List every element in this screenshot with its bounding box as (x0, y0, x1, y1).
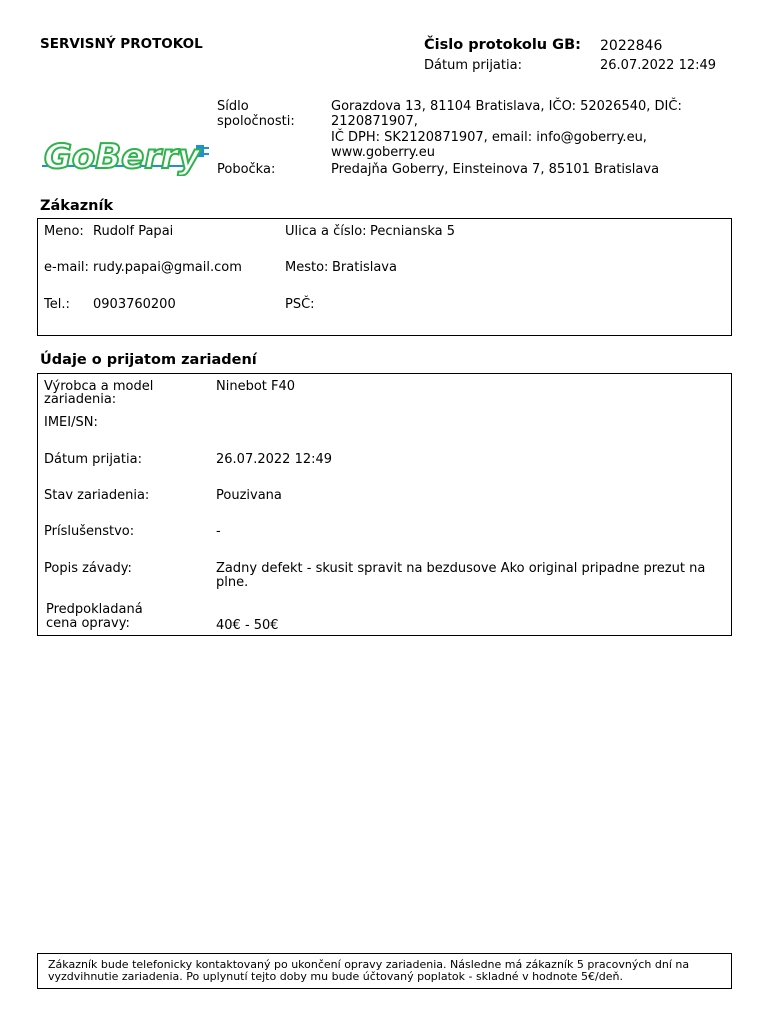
customer-section-title: Zákazník (40, 198, 114, 214)
document-title: SERVISNÝ PROTOKOL (40, 36, 203, 52)
device-fault-value-line2: plne. (216, 575, 249, 590)
device-state-value: Pouzivana (216, 488, 282, 503)
seat-label-line2: spoločnosti: (217, 114, 295, 129)
device-accessories-value: - (216, 524, 221, 539)
customer-street-label: Ulica a číslo: (285, 224, 367, 239)
footer-note-line1: Zákazník bude telefonicky kontaktovaný po ukončení opravy zariadenia. Následne má zákazník 5 pracovných dní na (48, 958, 690, 971)
protocol-number-value: 2022846 (600, 38, 663, 54)
customer-city-value: Bratislava (332, 260, 397, 275)
customer-email-value: rudy.papai@gmail.com (93, 260, 242, 275)
device-fault-value-line1: Zadny defekt - skusit spravit na bezdusove Ako original pripadne prezut na (216, 561, 706, 576)
customer-name-value: Rudolf Papai (93, 224, 174, 239)
device-maker-label-line1: Výrobca a model (44, 379, 154, 394)
customer-phone-label: Tel.: (44, 297, 70, 312)
protocol-number-label: Čislo protokolu GB: (424, 37, 581, 53)
customer-zip-label: PSČ: (285, 297, 315, 312)
seat-address-line3: IČ DPH: SK2120871907, email: info@goberry.eu, (331, 130, 647, 145)
device-price-label-line1: Predpokladaná (46, 602, 143, 617)
goberry-logo-icon (38, 130, 210, 176)
seat-address-line1: Gorazdova 13, 81104 Bratislava, IČO: 52026540, DIČ: (331, 99, 682, 114)
customer-name-label: Meno: (44, 224, 84, 239)
device-section-title: Údaje o prijatom zariadení (40, 352, 257, 368)
footer-note-box (37, 953, 732, 989)
device-date-label: Dátum prijatia: (44, 452, 142, 467)
received-date-label: Dátum prijatia: (424, 58, 522, 73)
customer-phone-value: 0903760200 (93, 297, 176, 312)
device-price-label-line2: cena opravy: (46, 616, 130, 631)
branch-label: Pobočka: (217, 162, 276, 177)
seat-label-line1: Sídlo (217, 99, 249, 114)
device-maker-label-line2: zariadenia: (44, 392, 117, 407)
seat-address-line4: www.goberry.eu (331, 145, 435, 160)
device-box (37, 373, 732, 636)
device-maker-value: Ninebot F40 (216, 379, 296, 394)
device-imei-label: IMEI/SN: (44, 415, 98, 430)
device-fault-label: Popis závady: (44, 561, 132, 576)
device-price-value: 40€ - 50€ (216, 618, 279, 633)
seat-address-line2: 2120871907, (331, 114, 418, 129)
device-state-label: Stav zariadenia: (44, 488, 150, 503)
received-date-value: 26.07.2022 12:49 (600, 58, 717, 73)
device-accessories-label: Príslušenstvo: (44, 524, 135, 539)
customer-box (37, 218, 732, 336)
customer-email-label: e-mail: (44, 260, 89, 275)
device-date-value: 26.07.2022 12:49 (216, 452, 333, 467)
goberry-logo (38, 130, 210, 176)
branch-value: Predajňa Goberry, Einsteinova 7, 85101 Bratislava (331, 162, 660, 177)
footer-note-line2: vyzdvihnutie zariadenia. Po uplynutí tejto doby mu bude účtovaný poplatok - skladné v hodnote 5€/deň. (48, 970, 623, 983)
customer-city-label: Mesto: (285, 260, 329, 275)
customer-street-value: Pecnianska 5 (370, 224, 456, 239)
logo-lettering: GoBerry (44, 137, 200, 176)
